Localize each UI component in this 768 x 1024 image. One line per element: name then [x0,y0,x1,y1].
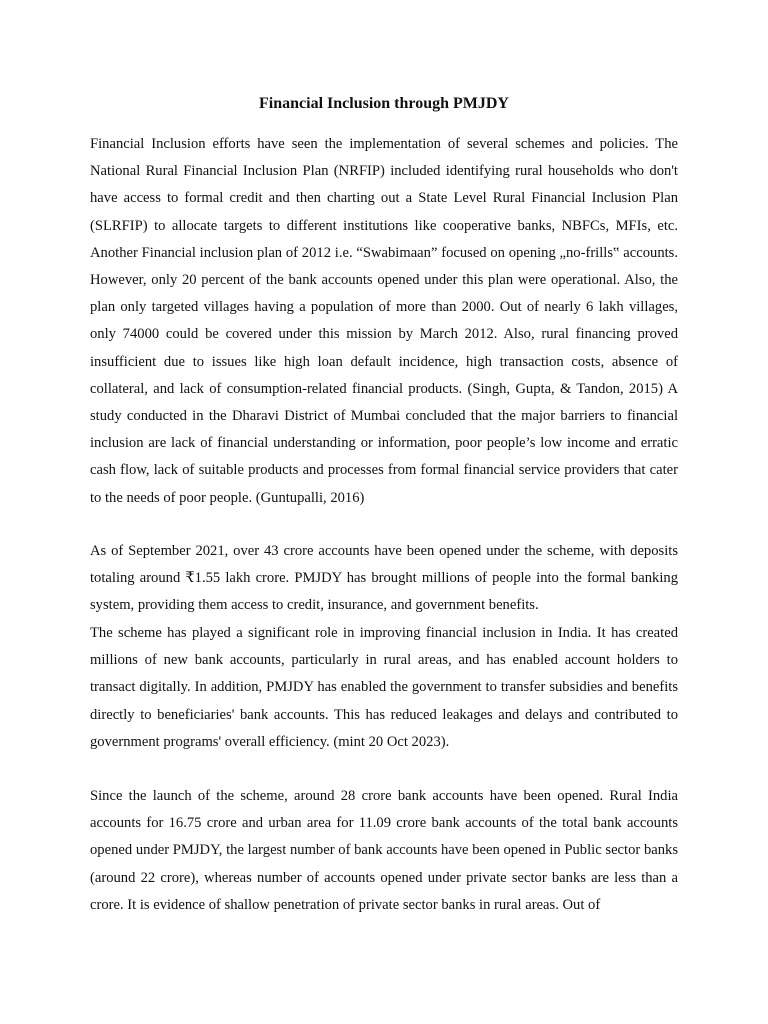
paragraph-scheme-significance: The scheme has played a significant role in improving financial inclusion in India. It has created millions of new bank accounts, particularly in rural areas, and has enabled account holders to transact digitally. In addition, PMJDY has enabled the government to transfer subsidies and benefits directly to beneficiaries' bank accounts. This has reduced leakages and delays and contributed to government programs' overall efficiency. (mint 20 Oct 2023). [90,625,678,750]
document-title: Financial Inclusion through PMJDY [259,95,509,112]
paragraph-financial-inclusion-efforts: Financial Inclusion efforts have seen the implementation of several schemes and policies. The National Rural Financial Inclusion Plan (NRFIP) included identifying rural households who don't have access to formal credit and then charting out a State Level Rural Financial Inclusion Plan (SLRFIP) to allocate targets to different institutions like cooperative banks, NBFCs, MFIs, etc. Another Financial inclusion plan of 2012 i.e. “Swabimaan” focused on opening „no-frills‟ accounts. However, only 20 percent of the bank accounts opened under this plan were operational. Also, the plan only targeted villages having a population of more than 2000. Out of nearly 6 lakh villages, only 74000 could be covered under this mission by March 2012. Also, rural financing proved insufficient due to issues like high loan default incidence, high transaction costs, absence of collateral, and lack of consumption-related financial products. (Singh, Gupta, & Tandon, 2015) A study conducted in the Dharavi District of Mumbai concluded that the major barriers to financial inclusion are lack of financial understanding or information, poor people’s low income and erratic cash flow, lack of suitable products and processes from formal financial service providers that cater to the needs of poor people. (Guntupalli, 2016) [90,136,678,506]
paragraph-launch-statistics: Since the launch of the scheme, around 28 crore bank accounts have been opened. Rural India accounts for 16.75 crore and urban area for 11.09 crore bank accounts of the total bank accounts opened under PMJDY, the largest number of bank accounts have been opened in Public sector banks (around 22 crore), whereas number of accounts opened under private sector banks are less than a crore. It is evidence of shallow penetration of private sector banks in rural areas. Out of [90,788,678,913]
paragraph-september-2021-accounts: As of September 2021, over 43 crore accounts have been opened under the scheme, with deposits totaling around ₹1.55 lakh crore. PMJDY has brought millions of people into the formal banking system, providing them access to credit, insurance, and government benefits. [90,543,678,614]
